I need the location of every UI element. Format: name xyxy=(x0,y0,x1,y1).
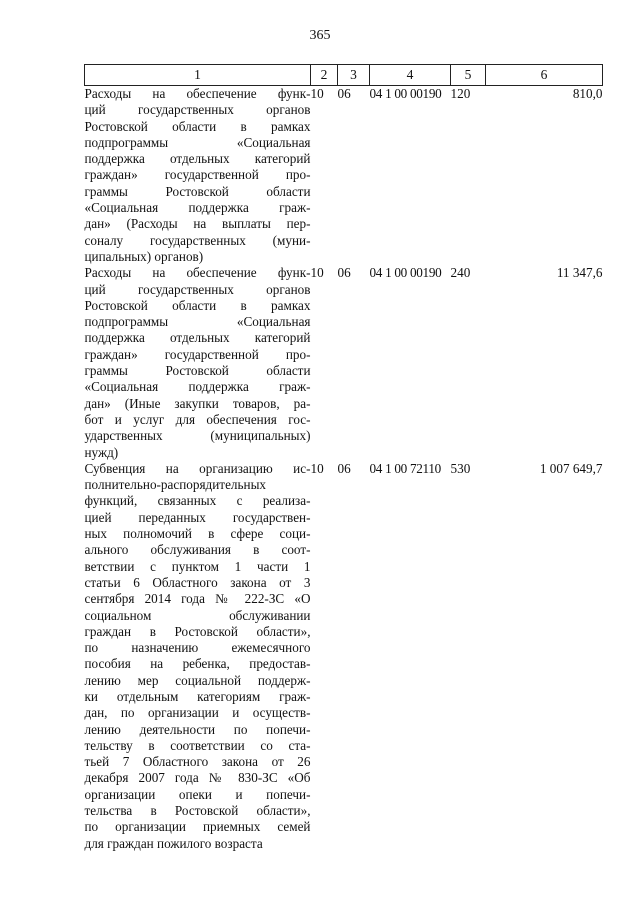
description-line: граждан» государственной про- xyxy=(84,346,311,362)
section-code: 10 xyxy=(310,265,324,281)
header-col-1: 1 xyxy=(85,65,311,86)
description-line: бот и услуг для обеспечения гос- xyxy=(84,411,311,427)
description-line: ветствии с пунктом 1 части 1 xyxy=(84,558,311,574)
budget-table xyxy=(84,64,603,852)
expense-description xyxy=(85,265,311,461)
target-article-code: 04 1 00 00190 xyxy=(369,86,442,101)
description-line: декабря 2007 года № 830-ЗС «Об xyxy=(84,770,311,786)
description-line: социальном обслуживании xyxy=(84,607,311,623)
description-line: ки отдельным категориям граж- xyxy=(84,688,311,704)
description-line: статьи 6 Областного закона от 3 xyxy=(84,574,311,590)
description-line: поддержка отдельных категорий xyxy=(84,151,311,167)
header-col-5: 5 xyxy=(451,65,486,86)
description-line: Субвенция на организацию ис- xyxy=(84,460,311,476)
amount: 810,0 xyxy=(572,86,603,101)
description-line: сентября 2014 года № 222-ЗС «О xyxy=(84,591,311,607)
amount: 11 347,6 xyxy=(556,265,603,281)
description-line: функций, связанных с реализа- xyxy=(84,493,311,509)
description-line: «Социальная поддержка граж- xyxy=(84,200,311,216)
description-line: для граждан пожилого возраста xyxy=(84,835,263,851)
subsection-code: 06 xyxy=(337,86,351,101)
header-col-2: 2 xyxy=(311,65,338,86)
description-line: соналу государственных (муни- xyxy=(84,232,311,248)
description-line: организации опеки и попечи- xyxy=(84,786,311,802)
expense-description xyxy=(85,86,311,266)
description-line: дан» (Иные закупки товаров, ра- xyxy=(84,395,311,411)
table-row xyxy=(85,86,603,266)
description-line: по назначению ежемесячного xyxy=(84,640,311,656)
description-line: лению деятельности по попечи- xyxy=(84,721,311,737)
description-line: тьей 7 Областного закона от 26 xyxy=(84,754,311,770)
description-line: ального обслуживания в соот- xyxy=(84,542,311,558)
description-line: ций государственных органов xyxy=(84,102,311,118)
description-line: ций государственных органов xyxy=(84,281,311,297)
section-code: 10 xyxy=(310,460,324,476)
section-code: 10 xyxy=(310,86,324,101)
page-number: 365 xyxy=(309,28,331,43)
description-line: подпрограммы «Социальная xyxy=(84,134,311,150)
amount: 1 007 649,7 xyxy=(539,460,603,476)
description-line: ударственных (муниципальных) xyxy=(84,428,311,444)
description-line: граммы Ростовской области xyxy=(84,363,311,379)
description-line: граждан в Ростовской области», xyxy=(84,623,311,639)
description-line: Ростовской области в рамках xyxy=(84,118,311,134)
description-line: подпрограммы «Социальная xyxy=(84,314,311,330)
expense-type-code: 240 xyxy=(450,265,471,281)
expense-description xyxy=(85,461,311,852)
description-line: дан» (Расходы на выплаты пер- xyxy=(84,216,311,232)
table-row xyxy=(85,265,603,461)
description-line: Расходы на обеспечение функ- xyxy=(84,265,311,281)
description-line: дан, по организации и осуществ- xyxy=(84,705,311,721)
description-line: ных полномочий в сфере соци- xyxy=(84,526,311,542)
description-line: лению мер социальной поддерж- xyxy=(84,672,311,688)
description-line: полнительно-распорядительных xyxy=(84,477,267,493)
description-line: тельству в соответствии со ста- xyxy=(84,737,311,753)
target-article-code: 04 1 00 72110 xyxy=(369,460,441,476)
description-line: пособия на ребенка, предостав- xyxy=(84,656,311,672)
description-line: граммы Ростовской области xyxy=(84,183,311,199)
table-body xyxy=(85,86,603,852)
description-line: поддержка отдельных категорий xyxy=(84,330,311,346)
header-col-4: 4 xyxy=(370,65,451,86)
header-col-3: 3 xyxy=(338,65,370,86)
description-line: тельства в Ростовской области», xyxy=(84,803,311,819)
description-line: граждан» государственной про- xyxy=(84,167,311,183)
description-line: Расходы на обеспечение функ- xyxy=(84,86,311,101)
description-line: ципальных) органов) xyxy=(84,248,204,264)
subsection-code: 06 xyxy=(337,460,351,476)
subsection-code: 06 xyxy=(337,265,351,281)
description-line: по организации приемных семей xyxy=(84,819,311,835)
description-line: Ростовской области в рамках xyxy=(84,297,311,313)
table-header-row xyxy=(85,65,603,86)
description-line: «Социальная поддержка граж- xyxy=(84,379,311,395)
description-line: цией переданных государствен- xyxy=(84,509,311,525)
expense-type-code: 530 xyxy=(450,460,471,476)
table-row xyxy=(85,461,603,852)
header-col-6: 6 xyxy=(486,65,603,86)
target-article-code: 04 1 00 00190 xyxy=(369,265,442,281)
description-line: нужд) xyxy=(84,444,119,460)
expense-type-code: 120 xyxy=(450,86,471,101)
